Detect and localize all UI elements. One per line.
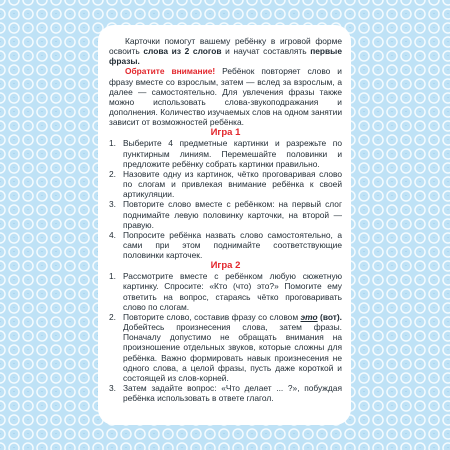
instruction-card	[98, 25, 351, 425]
list-item: 2. Назовите одну из картинок, чётко проговаривая слово по слогам и привлекая внимание ребёнка к своей артикуляции.	[109, 168, 342, 200]
list-item: 2. Повторите слово, составив фразу со словом это (вот). Добейтесь произнесения слова, затем фразы. Поначалу допустимо не обращать внимания на произношение отдельных звуков, которые сложны для ребёнка. Важно формировать навык произнесения не одного слова, а целой фразы, пусть даже короткой и состоящей из слов-корней.	[109, 311, 342, 383]
attention-paragraph: Обратите внимание! Ребёнок повторяет слово и фразу вместе со взрослым, затем — вслед за взрослым, а далее — самостоятельно. Для увлечения фразы также можно использовать слова-звукоподражания и дополнения. Количество изучаемых слов на одном занятии зависит от возможностей ребёнка.	[109, 66, 342, 128]
list-item: 1. Рассмотрите вместе с ребёнком любую сюжетную картинку. Спросите: «Кто (что) это?» Помогите ему ответить на вопрос, стараясь чётко проговаривать слово по слогам.	[109, 271, 342, 312]
intro-bold-phrases: первые фразы.	[109, 46, 342, 67]
game2-list	[109, 271, 342, 403]
game1-title: Игра 1	[210, 127, 241, 139]
emphasized-word: это	[300, 311, 318, 322]
game2-title: Игра 2	[210, 260, 241, 272]
list-item: 3. Повторите слово вместе с ребёнком: на первый слог поднимайте левую половинку карточки, на второй — правую.	[109, 199, 342, 230]
list-item: 4. Попросите ребёнка назвать слово самостоятельно, а сами при этом поднимайте соответствующие половинки карточек.	[109, 229, 342, 261]
list-item: 1. Выберите 4 предметные картинки и разрежьте по пунктирным линиям. Перемешайте половинки и предложите ребёнку собрать картинки правильно.	[109, 138, 342, 169]
game1-list	[109, 138, 342, 260]
list-item: 3. Затем задайте вопрос: «Что делает ... ?», побуждая ребёнка использовать в ответе глагол.	[109, 383, 342, 404]
intro-bold-syllables: слова из 2 слогов	[143, 46, 222, 57]
attention-label: Обратите внимание!	[125, 66, 216, 77]
intro-paragraph: Карточки помогут вашему ребёнку в игровой форме освоить слова из 2 слогов и научат составлять первые фразы.	[109, 36, 342, 67]
